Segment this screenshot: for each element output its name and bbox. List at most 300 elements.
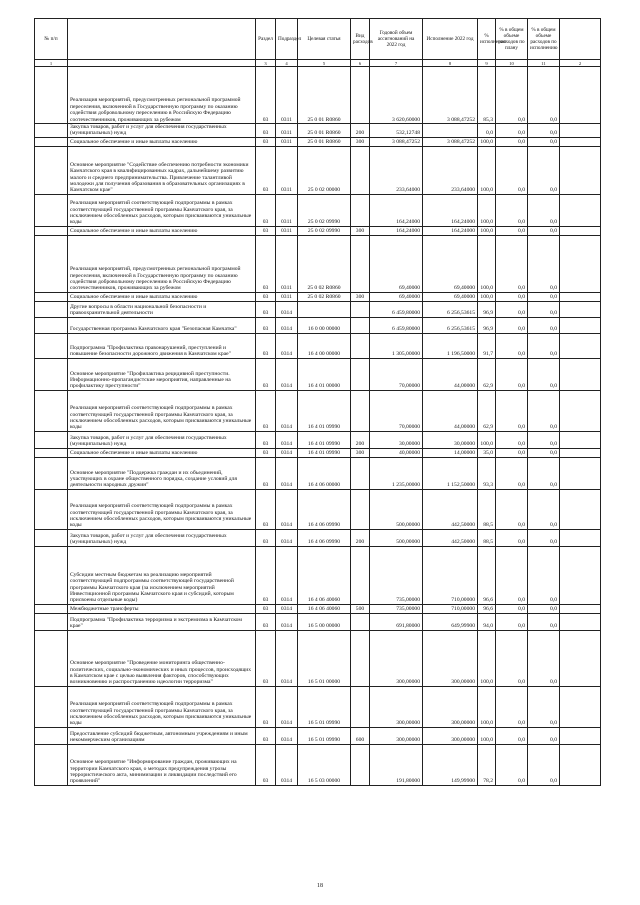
row-type: 200 xyxy=(351,431,370,448)
row-name: Социальное обеспечение и иные выплаты населению xyxy=(68,226,256,235)
row-share-exec: 0,0 xyxy=(528,194,560,226)
row-plan: 735,00000 xyxy=(370,604,423,613)
header-subsection: Подраздел xyxy=(276,19,298,60)
row-share-exec: 0,0 xyxy=(528,390,560,431)
row-target: 16 4 01 09990 xyxy=(298,390,351,431)
table-header xyxy=(35,19,601,67)
row-share-plan: 0,0 xyxy=(496,686,528,727)
row-blank xyxy=(560,630,601,686)
row-blank xyxy=(560,292,601,301)
row-name: Основное мероприятие "Поддержка граждан и их объединений, участвующих в охране общественного порядка, создание условий для деятельности народных дружин" xyxy=(68,457,256,489)
table-row xyxy=(35,194,601,226)
row-plan: 3 088,47252 xyxy=(370,137,423,146)
row-share-plan: 0,0 xyxy=(496,457,528,489)
row-number xyxy=(35,317,68,333)
page-number: 18 xyxy=(317,883,323,889)
row-type: 200 xyxy=(351,529,370,546)
row-subsection: 0314 xyxy=(276,744,298,785)
row-exec: 44,00000 xyxy=(423,358,478,390)
row-subsection: 0311 xyxy=(276,67,298,124)
row-plan: 70,00000 xyxy=(370,358,423,390)
header-section: Раздел xyxy=(256,19,276,60)
row-plan: 735,00000 xyxy=(370,546,423,604)
row-subsection: 0311 xyxy=(276,292,298,301)
row-type xyxy=(351,146,370,194)
row-subsection: 0311 xyxy=(276,146,298,194)
row-blank xyxy=(560,390,601,431)
row-section: 03 xyxy=(256,686,276,727)
row-section: 03 xyxy=(256,317,276,333)
row-share-plan: 0,0 xyxy=(496,390,528,431)
row-exec: 233,64000 xyxy=(423,146,478,194)
table-row xyxy=(35,333,601,358)
row-share-exec: 0,0 xyxy=(528,448,560,457)
row-number xyxy=(35,431,68,448)
col-number: 5 xyxy=(298,60,351,67)
table-row xyxy=(35,390,601,431)
row-exec: 1 152,50000 xyxy=(423,457,478,489)
row-target: 16 4 06 09990 xyxy=(298,489,351,529)
row-plan: 6 459,80000 xyxy=(370,301,423,317)
row-share-plan: 0,0 xyxy=(496,124,528,138)
table-row xyxy=(35,358,601,390)
row-type xyxy=(351,457,370,489)
row-share-plan: 0,0 xyxy=(496,194,528,226)
row-name: Реализация мероприятий, предусмотренных региональной программой переселения, включенной в Государственную программу по оказанию содействия добровольному переселению в Российскую Федерацию соотечественников, проживающих за рубежом xyxy=(68,235,256,292)
row-blank xyxy=(560,317,601,333)
row-type: 300 xyxy=(351,448,370,457)
row-exec: 14,00000 xyxy=(423,448,478,457)
row-type xyxy=(351,358,370,390)
row-type xyxy=(351,613,370,630)
row-name: Подпрограмма "Профилактика терроризма и экстремизма в Камчатском крае" xyxy=(68,613,256,630)
row-target: 25 0 02 R0860 xyxy=(298,235,351,292)
row-name: Реализация мероприятий, предусмотренных региональной программой переселения, включенной в Государственную программу по оказанию содействия добровольному переселению в Российскую Федерацию соотечественников, проживающих за рубежом xyxy=(68,67,256,124)
row-share-exec: 0,0 xyxy=(528,317,560,333)
row-target: 25 0 02 R0860 xyxy=(298,292,351,301)
header-type: Вид расходов xyxy=(351,19,370,60)
row-plan: 164,24000 xyxy=(370,226,423,235)
row-pct: 100,0 xyxy=(478,431,496,448)
budget-table xyxy=(34,18,601,786)
row-exec: 442,50000 xyxy=(423,489,478,529)
row-target: 25 0 01 R0860 xyxy=(298,137,351,146)
row-type: 500 xyxy=(351,604,370,613)
row-exec: 710,00000 xyxy=(423,546,478,604)
row-section: 03 xyxy=(256,301,276,317)
row-blank xyxy=(560,529,601,546)
table-row xyxy=(35,686,601,727)
row-number xyxy=(35,292,68,301)
row-target: 16 4 01 00000 xyxy=(298,358,351,390)
row-number xyxy=(35,744,68,785)
row-number xyxy=(35,390,68,431)
row-subsection: 0314 xyxy=(276,613,298,630)
row-type xyxy=(351,194,370,226)
row-subsection: 0314 xyxy=(276,546,298,604)
row-share-plan: 0,0 xyxy=(496,235,528,292)
row-share-exec: 0,0 xyxy=(528,686,560,727)
header-name xyxy=(68,19,256,60)
row-section: 03 xyxy=(256,613,276,630)
row-blank xyxy=(560,457,601,489)
row-target: 16 4 06 09990 xyxy=(298,529,351,546)
row-exec: 300,00000 xyxy=(423,630,478,686)
row-number xyxy=(35,529,68,546)
col-number: 8 xyxy=(423,60,478,67)
header-target: Целевая статья xyxy=(298,19,351,60)
row-pct: 0,0 xyxy=(478,124,496,138)
row-number xyxy=(35,333,68,358)
row-share-plan: 0,0 xyxy=(496,431,528,448)
row-target: 16 5 01 09990 xyxy=(298,686,351,727)
row-exec: 1 196,50000 xyxy=(423,333,478,358)
row-exec: 164,24000 xyxy=(423,226,478,235)
row-subsection: 0314 xyxy=(276,448,298,457)
row-share-exec: 0,0 xyxy=(528,292,560,301)
row-section: 03 xyxy=(256,727,276,744)
row-subsection: 0311 xyxy=(276,124,298,138)
row-blank xyxy=(560,67,601,124)
table-row xyxy=(35,124,601,138)
row-subsection: 0314 xyxy=(276,489,298,529)
row-blank xyxy=(560,333,601,358)
row-plan: 300,00000 xyxy=(370,727,423,744)
row-share-exec: 0,0 xyxy=(528,630,560,686)
row-pct: 96,9 xyxy=(478,301,496,317)
row-pct: 100,0 xyxy=(478,292,496,301)
row-subsection: 0314 xyxy=(276,604,298,613)
row-name: Реализация мероприятий соответствующей подпрограммы в рамках соответствующей государственной программы Камчатского края, за исключением обособленных расходов, которым присваиваются уникальные коды xyxy=(68,390,256,431)
row-number xyxy=(35,457,68,489)
row-plan: 164,24000 xyxy=(370,194,423,226)
row-target: 25 0 02 09990 xyxy=(298,194,351,226)
row-section: 03 xyxy=(256,333,276,358)
row-section: 03 xyxy=(256,124,276,138)
row-blank xyxy=(560,431,601,448)
row-share-plan: 0,0 xyxy=(496,529,528,546)
row-plan: 691,80000 xyxy=(370,613,423,630)
row-name: Реализация мероприятий соответствующей подпрограммы в рамках соответствующей государственной программы Камчатского края, за исключением обособленных расходов, которым присваиваются уникальные коды xyxy=(68,194,256,226)
row-subsection: 0311 xyxy=(276,137,298,146)
row-share-exec: 0,0 xyxy=(528,529,560,546)
row-subsection: 0314 xyxy=(276,529,298,546)
row-section: 03 xyxy=(256,137,276,146)
row-exec: 300,00000 xyxy=(423,686,478,727)
row-share-exec: 0,0 xyxy=(528,124,560,138)
row-share-plan: 0,0 xyxy=(496,448,528,457)
row-target: 16 4 01 09990 xyxy=(298,448,351,457)
row-type: 200 xyxy=(351,124,370,138)
row-share-exec: 0,0 xyxy=(528,744,560,785)
row-target: 16 5 01 00000 xyxy=(298,630,351,686)
row-share-plan: 0,0 xyxy=(496,226,528,235)
row-subsection: 0314 xyxy=(276,358,298,390)
row-name: Межбюджетные трансферты xyxy=(68,604,256,613)
row-exec: 6 256,53615 xyxy=(423,317,478,333)
table-row xyxy=(35,457,601,489)
row-share-exec: 0,0 xyxy=(528,333,560,358)
col-number: 6 xyxy=(351,60,370,67)
table-row xyxy=(35,317,601,333)
row-subsection: 0314 xyxy=(276,630,298,686)
row-type xyxy=(351,744,370,785)
row-plan: 1 305,00000 xyxy=(370,333,423,358)
row-plan: 40,00000 xyxy=(370,448,423,457)
row-subsection: 0314 xyxy=(276,390,298,431)
row-target: 16 4 01 09990 xyxy=(298,431,351,448)
table-row xyxy=(35,613,601,630)
row-type xyxy=(351,489,370,529)
header-blank xyxy=(560,19,601,60)
row-subsection: 0311 xyxy=(276,226,298,235)
col-number: 11 xyxy=(528,60,560,67)
row-name: Предоставление субсидий бюджетным, автономным учреждениям и иным некоммерческим организациям xyxy=(68,727,256,744)
row-section: 03 xyxy=(256,226,276,235)
row-share-exec: 0,0 xyxy=(528,431,560,448)
col-number xyxy=(68,60,256,67)
row-share-plan: 0,0 xyxy=(496,67,528,124)
row-pct: 96,6 xyxy=(478,546,496,604)
row-blank xyxy=(560,301,601,317)
table-row xyxy=(35,292,601,301)
row-name: Социальное обеспечение и иные выплаты населению xyxy=(68,448,256,457)
budget-report-sheet xyxy=(34,18,600,786)
row-target: 16 4 06 00000 xyxy=(298,457,351,489)
row-number xyxy=(35,194,68,226)
table-row xyxy=(35,546,601,604)
table-row xyxy=(35,448,601,457)
table-row xyxy=(35,744,601,785)
row-section: 03 xyxy=(256,358,276,390)
row-plan: 500,00000 xyxy=(370,529,423,546)
row-share-exec: 0,0 xyxy=(528,146,560,194)
row-number xyxy=(35,727,68,744)
row-target: 25 0 01 R0860 xyxy=(298,124,351,138)
row-blank xyxy=(560,358,601,390)
row-share-plan: 0,0 xyxy=(496,137,528,146)
row-exec: 44,00000 xyxy=(423,390,478,431)
row-target: 16 5 00 00000 xyxy=(298,613,351,630)
row-share-plan: 0,0 xyxy=(496,604,528,613)
row-subsection: 0314 xyxy=(276,317,298,333)
row-target: 16 4 06 40060 xyxy=(298,546,351,604)
row-exec xyxy=(423,124,478,138)
row-share-exec: 0,0 xyxy=(528,358,560,390)
row-pct: 35,0 xyxy=(478,448,496,457)
table-row xyxy=(35,489,601,529)
row-share-exec: 0,0 xyxy=(528,457,560,489)
row-number xyxy=(35,630,68,686)
row-section: 03 xyxy=(256,448,276,457)
row-pct: 100,0 xyxy=(478,137,496,146)
header-share-total: % в общем объеме расходов по плану xyxy=(496,19,528,60)
row-number xyxy=(35,226,68,235)
row-type xyxy=(351,333,370,358)
row-blank xyxy=(560,448,601,457)
row-number xyxy=(35,358,68,390)
row-blank xyxy=(560,137,601,146)
table-row xyxy=(35,529,601,546)
row-section: 03 xyxy=(256,604,276,613)
row-section: 03 xyxy=(256,529,276,546)
row-blank xyxy=(560,613,601,630)
header-pct: % исполнения xyxy=(478,19,496,60)
header-exec: Исполнение 2022 год xyxy=(423,19,478,60)
row-exec: 149,99900 xyxy=(423,744,478,785)
row-name: Социальное обеспечение и иные выплаты населению xyxy=(68,292,256,301)
table-row xyxy=(35,67,601,124)
row-plan: 300,00000 xyxy=(370,630,423,686)
row-target xyxy=(298,301,351,317)
table-row xyxy=(35,727,601,744)
table-row xyxy=(35,137,601,146)
row-target: 16 0 00 00000 xyxy=(298,317,351,333)
row-type xyxy=(351,235,370,292)
row-number xyxy=(35,489,68,529)
row-type xyxy=(351,546,370,604)
row-section: 03 xyxy=(256,431,276,448)
row-name: Государственная программа Камчатского края "Безопасная Камчатка" xyxy=(68,317,256,333)
row-pct: 93,3 xyxy=(478,457,496,489)
row-section: 03 xyxy=(256,390,276,431)
row-number xyxy=(35,146,68,194)
row-subsection: 0314 xyxy=(276,727,298,744)
table-row xyxy=(35,226,601,235)
row-pct: 62,9 xyxy=(478,390,496,431)
row-blank xyxy=(560,194,601,226)
row-exec: 6 256,53615 xyxy=(423,301,478,317)
row-pct: 100,0 xyxy=(478,226,496,235)
row-plan: 69,40000 xyxy=(370,292,423,301)
row-blank xyxy=(560,686,601,727)
row-share-plan: 0,0 xyxy=(496,301,528,317)
row-share-exec: 0,0 xyxy=(528,727,560,744)
col-number: 10 xyxy=(496,60,528,67)
row-section: 03 xyxy=(256,292,276,301)
row-name: Другие вопросы в области национальной безопасности и правоохранительной деятельности xyxy=(68,301,256,317)
col-number: 4 xyxy=(276,60,298,67)
row-pct: 62,9 xyxy=(478,358,496,390)
row-pct: 100,0 xyxy=(478,146,496,194)
row-share-exec: 0,0 xyxy=(528,546,560,604)
col-number: 3 xyxy=(256,60,276,67)
row-section: 03 xyxy=(256,67,276,124)
row-share-plan: 0,0 xyxy=(496,292,528,301)
row-share-plan: 0,0 xyxy=(496,744,528,785)
row-blank xyxy=(560,744,601,785)
row-exec: 69,40000 xyxy=(423,292,478,301)
row-plan: 69,40000 xyxy=(370,235,423,292)
row-pct: 100,0 xyxy=(478,235,496,292)
row-section: 03 xyxy=(256,235,276,292)
row-name: Закупка товаров, работ и услуг для обеспечения государственных (муниципальных) нужд xyxy=(68,529,256,546)
row-share-exec: 0,0 xyxy=(528,301,560,317)
row-pct: 78,2 xyxy=(478,744,496,785)
row-exec: 164,24000 xyxy=(423,194,478,226)
row-blank xyxy=(560,546,601,604)
row-name: Реализация мероприятий соответствующей подпрограммы в рамках соответствующей государственной программы Камчатского края, за исключением обособленных расходов, которым присваиваются уникальные коды xyxy=(68,686,256,727)
row-number xyxy=(35,613,68,630)
row-blank xyxy=(560,226,601,235)
row-type xyxy=(351,67,370,124)
row-section: 03 xyxy=(256,489,276,529)
row-target: 16 5 03 00000 xyxy=(298,744,351,785)
row-exec: 710,00000 xyxy=(423,604,478,613)
row-name: Подпрограмма "Профилактика правонарушений, преступлений и повышение безопасности дорожного движения в Камчатском крае" xyxy=(68,333,256,358)
row-plan: 233,64000 xyxy=(370,146,423,194)
row-section: 03 xyxy=(256,194,276,226)
row-plan: 300,00000 xyxy=(370,686,423,727)
row-name: Закупка товаров, работ и услуг для обеспечения государственных (муниципальных) нужд xyxy=(68,124,256,138)
row-share-exec: 0,0 xyxy=(528,489,560,529)
row-pct: 100,0 xyxy=(478,727,496,744)
col-number: 7 xyxy=(370,60,423,67)
table-row xyxy=(35,146,601,194)
row-share-exec: 0,0 xyxy=(528,235,560,292)
row-target: 16 5 01 09990 xyxy=(298,727,351,744)
row-share-exec: 0,0 xyxy=(528,613,560,630)
row-share-plan: 0,0 xyxy=(496,358,528,390)
row-exec: 649,99900 xyxy=(423,613,478,630)
row-number xyxy=(35,124,68,138)
row-pct: 100,0 xyxy=(478,194,496,226)
row-number xyxy=(35,604,68,613)
row-plan: 191,80000 xyxy=(370,744,423,785)
row-share-plan: 0,0 xyxy=(496,489,528,529)
row-share-plan: 0,0 xyxy=(496,613,528,630)
header-num: № п/п xyxy=(35,19,68,60)
column-number-row xyxy=(35,60,601,67)
row-pct: 88,5 xyxy=(478,529,496,546)
col-number: 9 xyxy=(478,60,496,67)
row-subsection: 0314 xyxy=(276,301,298,317)
row-section: 03 xyxy=(256,457,276,489)
row-section: 03 xyxy=(256,630,276,686)
row-plan: 6 459,80000 xyxy=(370,317,423,333)
row-pct: 100,0 xyxy=(478,686,496,727)
col-number: 1 xyxy=(35,60,68,67)
row-target: 25 0 02 09990 xyxy=(298,226,351,235)
row-exec: 442,50000 xyxy=(423,529,478,546)
row-blank xyxy=(560,146,601,194)
row-plan: 70,00000 xyxy=(370,390,423,431)
table-row xyxy=(35,431,601,448)
row-blank xyxy=(560,124,601,138)
row-section: 03 xyxy=(256,546,276,604)
row-subsection: 0314 xyxy=(276,457,298,489)
row-share-plan: 0,0 xyxy=(496,630,528,686)
row-pct: 96,9 xyxy=(478,317,496,333)
row-type: 600 xyxy=(351,727,370,744)
row-pct: 96,6 xyxy=(478,604,496,613)
row-share-exec: 0,0 xyxy=(528,67,560,124)
row-number xyxy=(35,235,68,292)
row-subsection: 0314 xyxy=(276,431,298,448)
row-plan: 3 620,60000 xyxy=(370,67,423,124)
row-pct: 100,0 xyxy=(478,630,496,686)
row-name: Субсидии местным бюджетам на реализацию мероприятий соответствующей подпрограммы соответствующей государственной программы Камчатского края (за исключением мероприятий Инвестиционной программы Камчатского края и субсидий, которым присвоены отдельные коды) xyxy=(68,546,256,604)
row-type: 300 xyxy=(351,292,370,301)
row-name: Основное мероприятие "Проведение мониторинга общественно-политических, социально-экономических и иных процессов, происходящих в Камчатском крае с целью выявления факторов, способствующих возникновению и распространению идеологии терроризма" xyxy=(68,630,256,686)
row-name: Основное мероприятие "Содействие обеспечению потребности экономики Камчатского края в квалифицированных кадрах, дальнейшему развитию малого и среднего предпринимательства. Привлечение талантливой молодежи для получения образования в образовательных организациях в Камчатском крае" xyxy=(68,146,256,194)
row-pct: 85,3 xyxy=(478,67,496,124)
row-section: 03 xyxy=(256,744,276,785)
row-type xyxy=(351,390,370,431)
row-name: Закупка товаров, работ и услуг для обеспечения государственных (муниципальных) нужд xyxy=(68,431,256,448)
row-target: 25 0 01 R0860 xyxy=(298,67,351,124)
row-share-plan: 0,0 xyxy=(496,317,528,333)
